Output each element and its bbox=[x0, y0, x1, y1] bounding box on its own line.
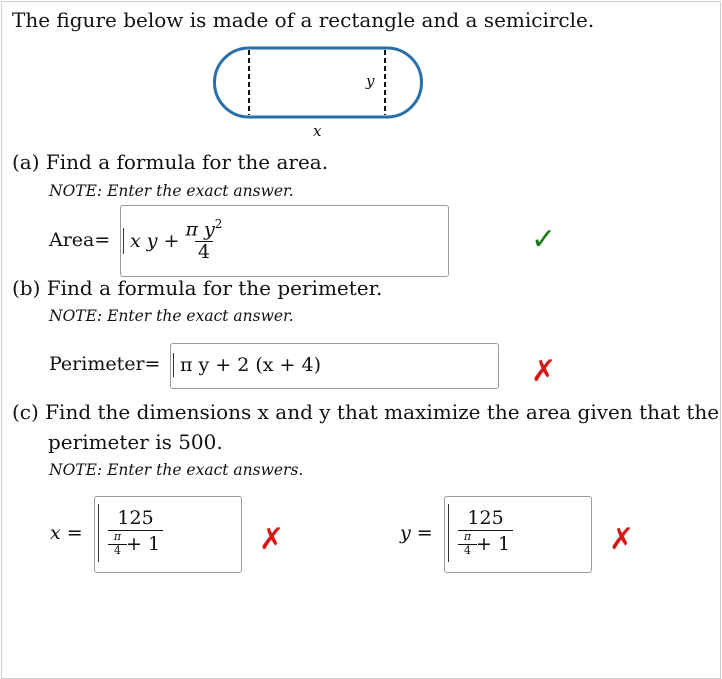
part-b-prompt: (b) Find a formula for the perimeter. bbox=[12, 276, 383, 300]
part-a-note: NOTE: Enter the exact answer. bbox=[49, 182, 294, 200]
y-incorrect-x-icon: ✗ bbox=[609, 522, 635, 557]
part-c-prompt-line1: (c) Find the dimensions x and y that maximize the area given that the bbox=[12, 400, 720, 424]
perimeter-label: Perimeter= bbox=[49, 353, 161, 375]
area-frac-den: 4 bbox=[195, 241, 213, 264]
area-term-x: x bbox=[130, 230, 141, 252]
intro-text: The figure below is made of a rectangle and a semicircle. bbox=[12, 8, 595, 32]
area-input-caret bbox=[123, 228, 124, 254]
perimeter-incorrect-x-icon: ✗ bbox=[531, 354, 557, 389]
y-den-4: 4 bbox=[458, 544, 477, 558]
x-den-4: 4 bbox=[108, 544, 127, 558]
x-den-rest: + 1 bbox=[126, 532, 161, 555]
x-answer-label: x = bbox=[50, 522, 83, 544]
x-input-caret bbox=[98, 504, 99, 562]
area-correct-checkmark-icon: ✓ bbox=[531, 222, 557, 257]
x-den-pi: π bbox=[113, 530, 122, 544]
perimeter-answer-math bbox=[173, 351, 321, 379]
y-answer-fraction bbox=[458, 508, 513, 557]
y-answer-label: y = bbox=[400, 522, 433, 544]
area-frac-num: π y bbox=[185, 218, 215, 241]
y-den-pi: π bbox=[463, 530, 472, 544]
area-label: Area= bbox=[49, 229, 111, 251]
y-pi-over-4 bbox=[461, 531, 474, 557]
area-fraction bbox=[182, 218, 225, 264]
figure-rectangle-semicircles bbox=[212, 46, 424, 122]
area-term-y: y bbox=[146, 230, 158, 252]
part-b-note: NOTE: Enter the exact answer. bbox=[49, 307, 294, 325]
x-frac-num: 125 bbox=[117, 507, 154, 530]
figure-label-y: y bbox=[366, 72, 375, 90]
perimeter-answer-text: π y + 2 (x + 4) bbox=[180, 354, 322, 376]
y-den-rest: + 1 bbox=[476, 532, 511, 555]
y-input-caret bbox=[448, 504, 449, 562]
x-answer-fraction bbox=[108, 508, 163, 557]
part-a-prompt: (a) Find a formula for the area. bbox=[12, 150, 329, 174]
part-c-note: NOTE: Enter the exact answers. bbox=[49, 461, 304, 479]
figure-outline bbox=[215, 48, 422, 117]
area-frac-sup: 2 bbox=[214, 216, 223, 231]
y-answer-math bbox=[448, 502, 516, 564]
x-pi-over-4 bbox=[111, 531, 124, 557]
area-plus: + bbox=[163, 230, 180, 252]
area-answer-math bbox=[123, 213, 228, 269]
part-c-prompt-line2: perimeter is 500. bbox=[48, 430, 223, 454]
y-frac-num: 125 bbox=[467, 507, 504, 530]
figure-label-x: x bbox=[313, 122, 322, 140]
perimeter-input-caret bbox=[173, 353, 174, 377]
x-incorrect-x-icon: ✗ bbox=[259, 522, 285, 557]
x-answer-math bbox=[98, 502, 166, 564]
